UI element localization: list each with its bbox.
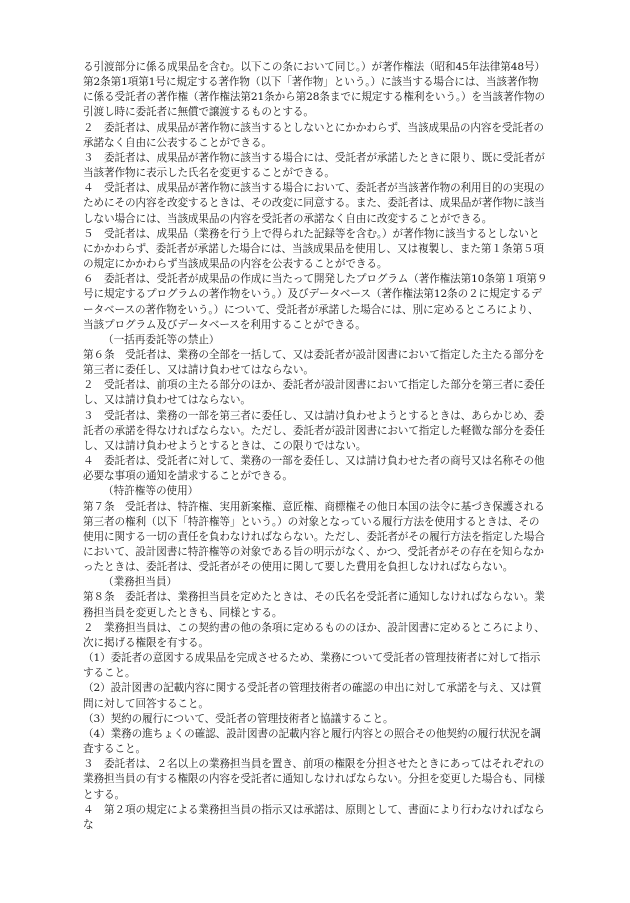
paragraph-8-2: ２ 業務担当員は、この契約書の他の条項に定めるもののほか、設計図書に定めるところにより、次に掲げる権限を有する。	[83, 621, 545, 649]
paragraph-8-3: ３ 委託者は、２名以上の業務担当員を置き、前項の権限を分担させたときにあってはそれぞれの業務担当員の有する権限の内容を受託者に通知しなければならない。分担を変更した場合も、同様とする。	[83, 758, 545, 801]
article-heading-7: （特許権等の使用）	[103, 485, 199, 498]
paragraph-8-4: ４ 第２項の規定による業務担当員の指示又は承諾は、原則として、書面により行わなければならな	[83, 803, 545, 831]
paragraph-5-6: ６ 委託者は、受託者が成果品の作成に当たって開発したプログラム（著作権法第10条第１項第９号に規定するプログラムの著作物をいう。）及びデータベース（著作権法第12条の２に規定するデータベースの著作物をいう。）について、受託者が承諾した場合には、別に定めるところにより、当該プログラム及びデータベースを利用することができる。	[83, 273, 548, 331]
article-8: 第８条 委託者は、業務担当員を定めたときは、その氏名を受託者に通知しなければならない。業務担当員を変更したときも、同様とする。	[83, 591, 545, 619]
article-heading-8: （業務担当員）	[103, 576, 178, 589]
paragraph-5-5: ５ 受託者は、成果品（業務を行う上で得られた記録等を含む。）が著作物に該当するとしないとにかかわらず、委託者が承諾した場合には、当該成果品を使用し、又は複製し、また第１条第５項の規定にかかわらず当該成果品の内容を公表することができる。	[83, 227, 544, 271]
article-6: 第６条 受託者は、業務の全部を一括して、又は委託者が設計図書において指定した主たる部分を第三者に委任し、又は請け負わせてはならない。	[83, 348, 545, 377]
paragraph-5-2: ２ 委託者は、成果品が著作物に該当するとしないとにかかわらず、当該成果品の内容を受託者の承諾なく自由に公表することができる。	[83, 121, 544, 149]
paragraph-5-3: ３ 委託者は、成果品が著作物に該当する場合には、受託者が承諾したときに限り、既に受託者が当該著作物に表示した氏名を変更することができる。	[83, 151, 545, 180]
item-8-2-4: （4）業務の進ちょくの確認、設計図書の記載内容と履行内容との照合その他契約の履行状況を調査すること。	[83, 727, 541, 756]
paragraph-6-2: ２ 受託者は、前項の主たる部分のほか、委託者が設計図書において指定した部分を第三者に委任し、又は請け負わせてはならない。	[83, 379, 545, 407]
paragraph-5-4: ４ 受託者は、成果品が著作物に該当する場合において、委託者が当該著作物の利用目的の実現のためにその内容を改変するときは、その改変に同意する。また、委託者は、成果品が著作物に該当しない場合には、当該成果品の内容を受託者の承諾なく自由に改変することができる。	[83, 182, 545, 225]
article-7: 第７条 受託者は、特許権、実用新案権、意匠権、商標権その他日本国の法令に基づき保護される第三者の権利（以下「特許権等」という。）の対象となっている履行方法を使用するときは、その使用に関する一切の責任を負わなければならない。ただし、委託者がその履行方法を指定した場合において、設計図書に特許権等の対象である旨の明示がなく、かつ、受託者がその存在を知らなかったときは、委託者は、受託者がその使用に関して要した費用を負担しなければならない。	[83, 500, 545, 574]
document-body	[83, 60, 548, 833]
article-heading-6: （一括再委託等の禁止）	[103, 333, 220, 346]
paragraph-6-4: ４ 委託者は、受託者に対して、業務の一部を委任し、又は請け負わせた者の商号又は名称その他必要な事項の通知を請求することができる。	[83, 455, 545, 483]
item-8-2-2: （2）設計図書の記載内容に関する受託者の管理技術者の確認の申出に対して承諾を与え、又は質問に対して回答すること。	[83, 682, 542, 710]
paragraph-copyright-continuation: る引渡部分に係る成果品を含む。以下この条において同じ。）が著作権法（昭和45年法律第48号）第2条第1項第1号に規定する著作物（以下「著作物」という。）に該当する場合には、当該著作物に係る受託者の著作権（著作権法第21条から第28条までに規定する権利をいう。）を当該著作物の引渡し時に委託者に無償で譲渡するものとする。	[83, 61, 545, 119]
paragraph-6-3: ３ 受託者は、業務の一部を第三者に委任し、又は請け負わせようとするときは、あらかじめ、委託者の承諾を得なければならない。ただし、委託者が設計図書において指定した軽微な部分を委任し、又は請け負わせようとするときは、この限りではない。	[83, 409, 545, 452]
item-8-2-3: （3）契約の履行について、受託者の管理技術者と協議すること。	[83, 712, 394, 725]
item-8-2-1: （1）委託者の意図する成果品を完成させるため、業務について受託者の管理技術者に対して指示すること。	[83, 652, 541, 680]
